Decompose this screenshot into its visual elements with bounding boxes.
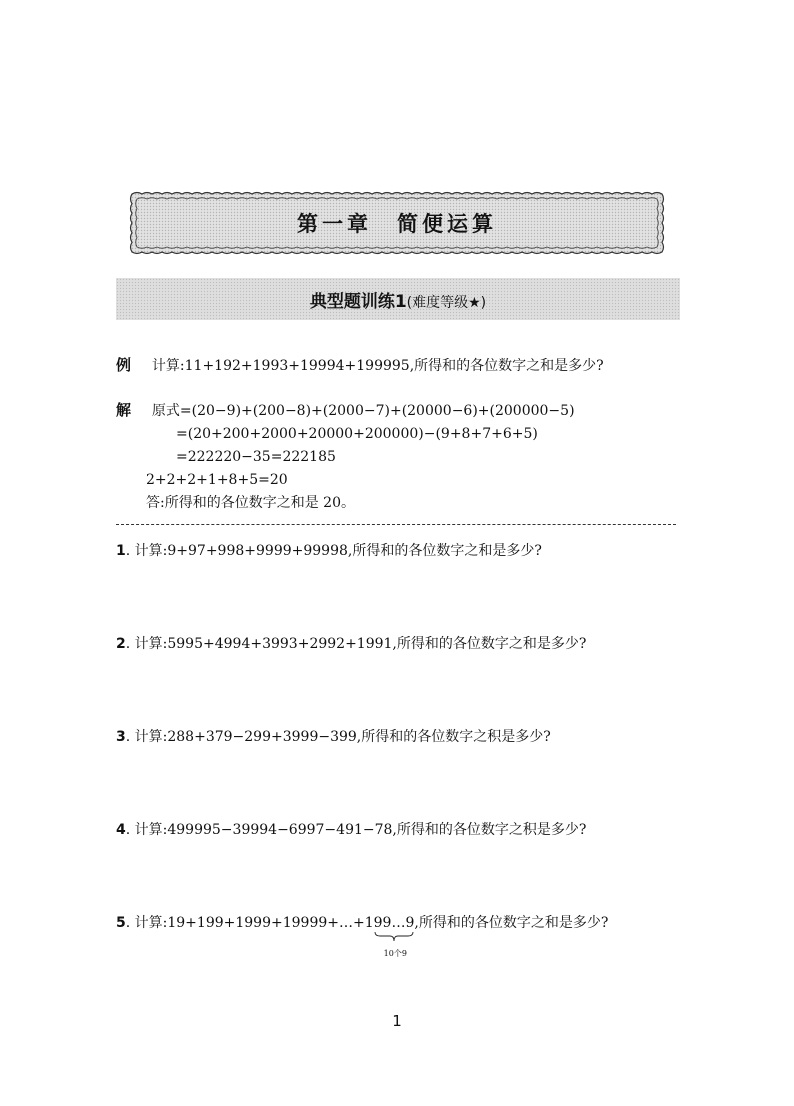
question-2 [116,634,586,654]
solution-line-2: =(20+200+2000+20000+200000)−(9+8+7+6+5) [176,426,538,442]
difficulty-label: (难度等级★) [406,294,487,311]
question-text: . 计算:5995+4994+3993+2992+1991,所得和的各位数字之和是多少? [125,636,587,652]
question-5 [116,913,609,958]
question-text: . 计算:288+379−299+3999−399,所得和的各位数字之积是多少? [125,729,551,745]
question-number: 1 [116,543,126,559]
question-text: . 计算:9+97+998+9999+99998,所得和的各位数字之和是多少? [125,543,542,559]
example-row [116,355,604,376]
solution-line-4: 2+2+2+1+8+5=20 [146,472,288,488]
question-4 [116,820,586,840]
question-number: 2 [116,636,126,652]
section-banner [116,278,680,320]
solution-tag: 解 [116,401,132,419]
question-text-after: ,所得和的各位数字之和是多少? [414,915,609,931]
dashed-divider [116,524,676,525]
section-title [310,287,486,312]
solution-line-1: 原式=(20−9)+(200−8)+(2000−7)+(20000−6)+(200000−5) [151,403,575,419]
chapter-title: 第一章 简便运算 [297,212,497,236]
example-question: 计算:11+192+1993+19994+199995,所得和的各位数字之和是多少? [151,358,604,374]
solution-line-3: =222220−35=222185 [176,449,336,465]
question-number: 5 [116,915,126,931]
example-tag: 例 [116,356,132,374]
question-number: 4 [116,822,126,838]
brace-note: 10个9 [383,949,407,958]
question-number: 3 [116,729,126,745]
chapter-banner [128,190,666,256]
solution-answer: 答:所得和的各位数字之和是 20。 [146,495,355,511]
underbrace-icon [374,931,414,943]
solution-row-1 [116,400,575,421]
underbrace-group [373,913,415,958]
question-text: . 计算:499995−39994−6997−491−78,所得和的各位数字之积是多少? [125,822,587,838]
question-3 [116,727,551,747]
question-1 [116,541,542,561]
question-text-before: . 计算:19+199+1999+19999+…+1 [125,915,374,931]
section-title-text: 典型题训练1 [309,291,407,312]
braced-digits: 99…9 [373,915,415,931]
page-number: 1 [392,1012,402,1030]
